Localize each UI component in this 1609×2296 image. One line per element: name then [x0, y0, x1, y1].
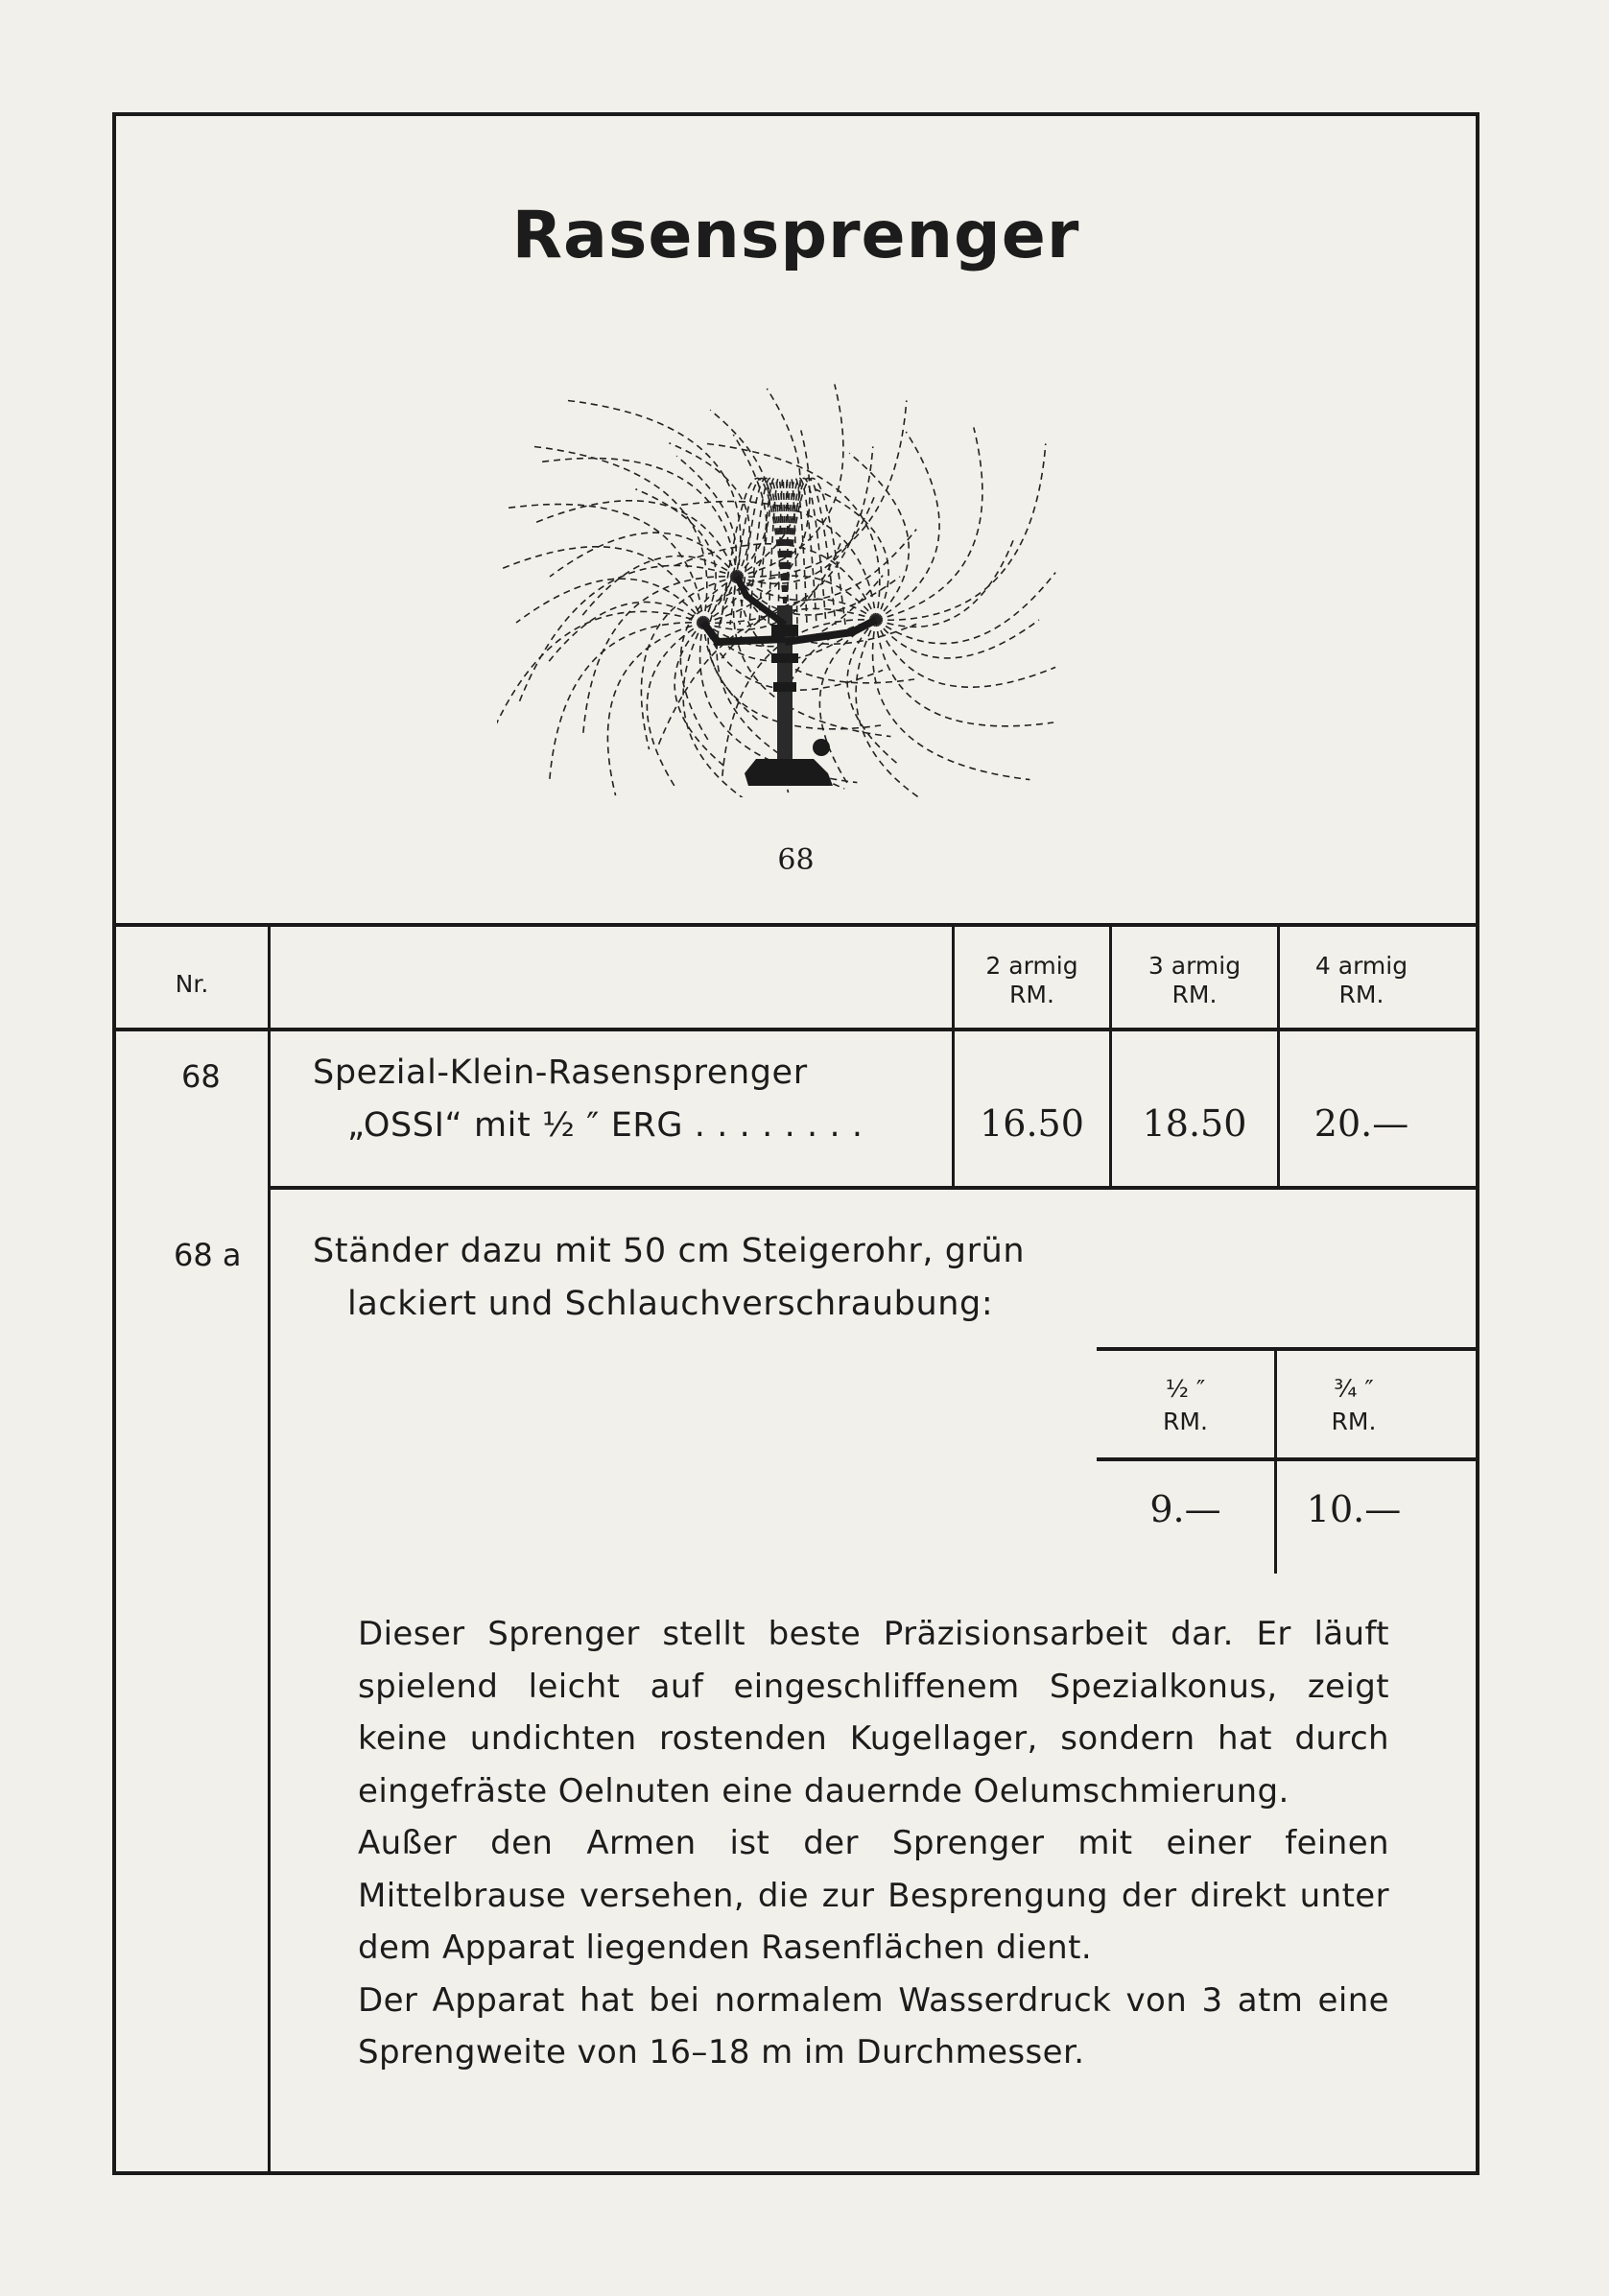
row-68-price-2-armig: 16.50	[980, 1102, 1084, 1145]
row-68-description: Spezial-Klein-Rasensprenger „OSSI“ mit ½ ″ ERG . . . . . . . .	[313, 1053, 864, 1145]
row-68a-number: 68 a	[174, 1237, 242, 1273]
description-paragraph-3: Der Apparat hat bei normalem Wasserdruck von 3 atm eine Sprengweite von 16–18 m im Durchmesser.	[358, 1980, 1389, 2071]
subtable-header-three-quarter-inch: ¾ ″ RM.	[1331, 1375, 1377, 1435]
row-68a-price-three-quarter-inch: 10.—	[1306, 1488, 1402, 1530]
row-68-bottom-rule	[268, 1186, 1479, 1190]
page-title: Rasensprenger	[511, 198, 1080, 273]
description-paragraph-1: Dieser Sprenger stellt beste Präzisionsarbeit dar. Er läuft spielend leicht auf eingeschliffenem Spezialkonus, zeigt keine undichten rostenden Kugellager, sondern hat durch eingefräste Oelnuten eine dauernde Oelumschmierung.	[358, 1615, 1389, 1811]
subtable-header-half-inch: ½ ″ RM.	[1163, 1375, 1208, 1435]
table-top-rule	[116, 923, 1479, 927]
header-nr: Nr.	[175, 970, 209, 998]
subtable-top-rule	[1097, 1347, 1479, 1351]
header-col-3-armig: 3 armig RM.	[1148, 952, 1242, 1008]
row-68-price-3-armig: 18.50	[1142, 1102, 1247, 1145]
catalog-frame	[112, 112, 1479, 2175]
header-col-2-armig: 2 armig RM.	[985, 952, 1078, 1008]
subtable-header-rule	[1097, 1457, 1479, 1461]
header-bottom-rule	[116, 1028, 1479, 1031]
row-68-number: 68	[181, 1058, 221, 1095]
row-68a-description: Ständer dazu mit 50 cm Steigerohr, grün lackiert und Schlauchverschraubung:	[313, 1232, 1026, 1323]
row-68a-price-half-inch: 9.—	[1149, 1488, 1221, 1530]
row-68-price-4-armig: 20.—	[1313, 1102, 1409, 1145]
figure-number: 68	[777, 843, 815, 877]
nr-column-rule	[268, 927, 271, 2175]
sprinkler-illustration	[497, 337, 1082, 797]
description-paragraph-2: Außer den Armen ist der Sprenger mit einer feinen Mittelbrause versehen, die zur Besprengung der direkt unter dem Apparat liegenden Rasenflächen dient.	[358, 1824, 1389, 1967]
product-description	[358, 1608, 1389, 2079]
header-col-4-armig: 4 armig RM.	[1314, 952, 1408, 1008]
